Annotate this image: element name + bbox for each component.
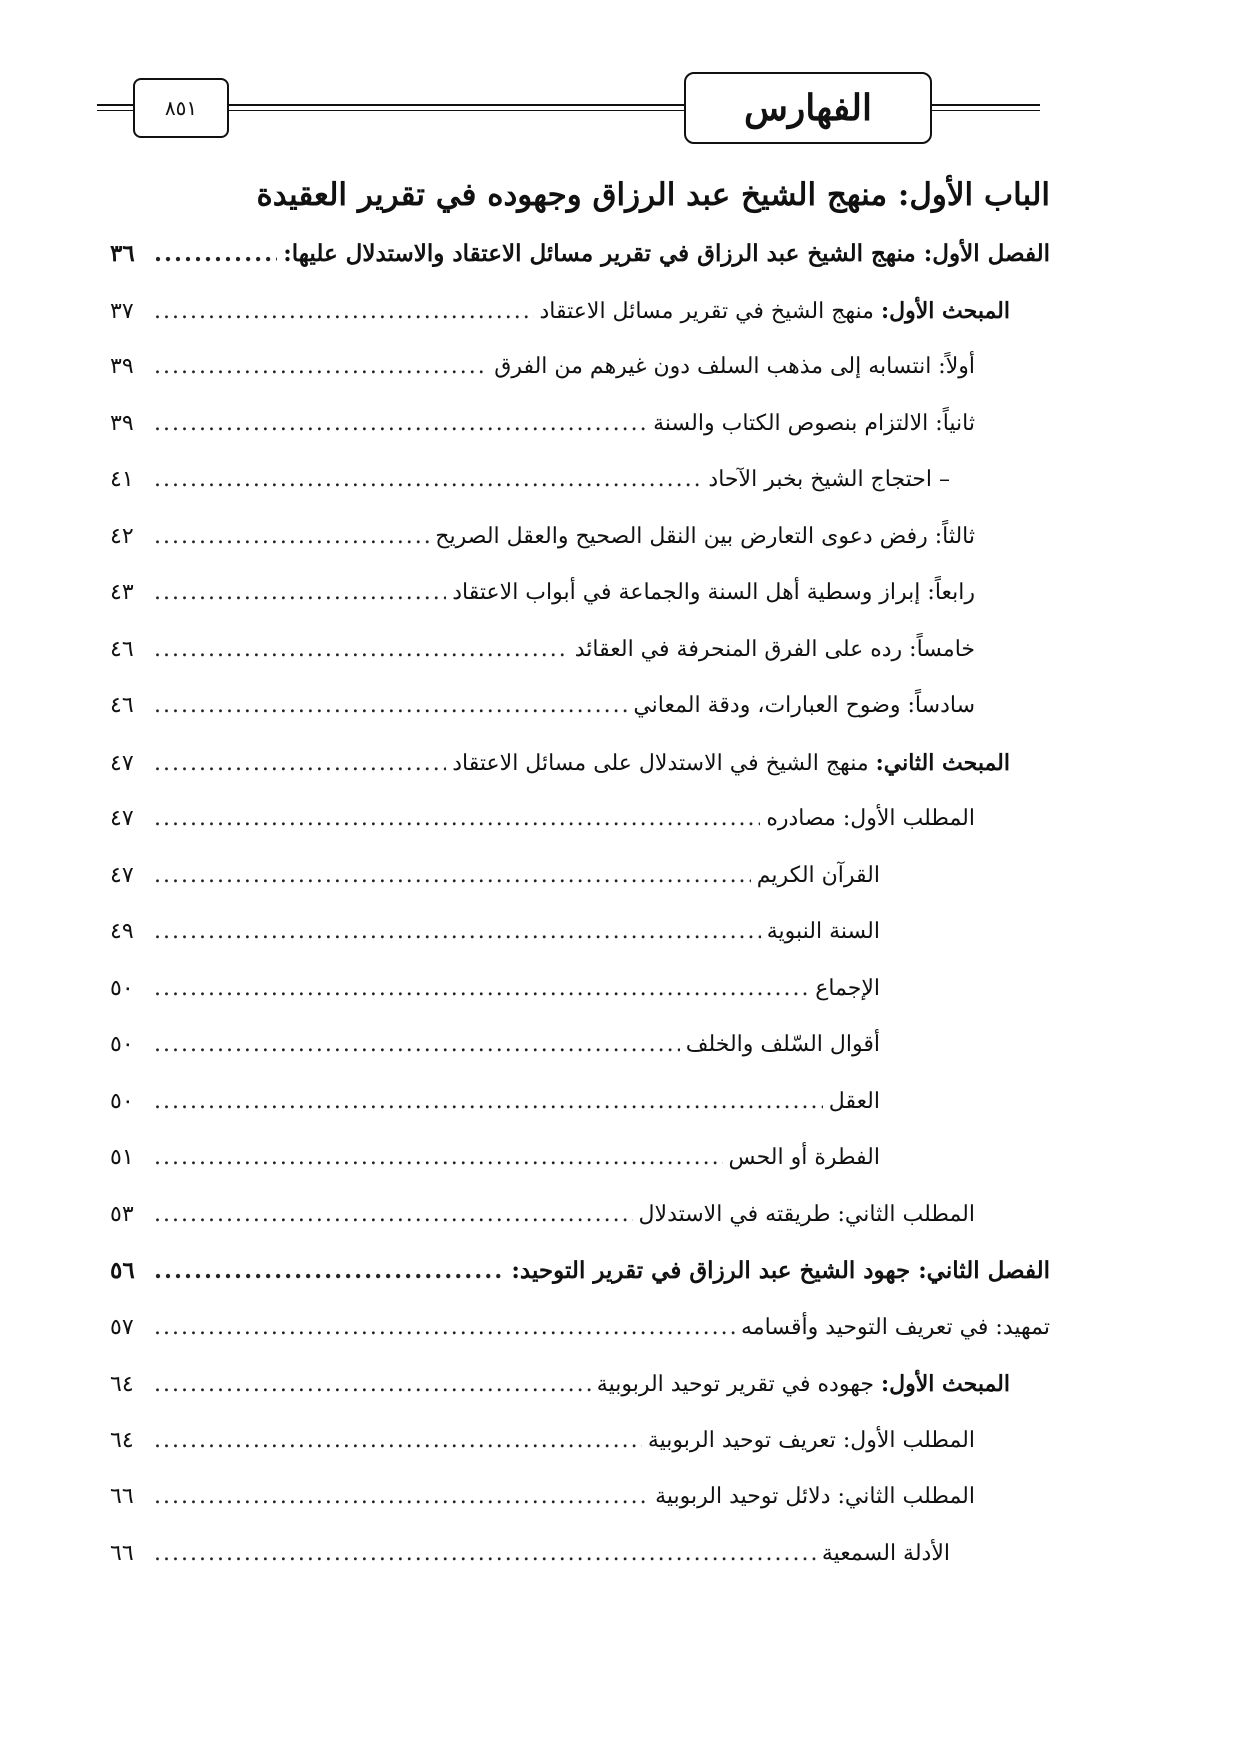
toc-leader-dots	[154, 226, 277, 283]
toc-entry-page: ٦٤	[110, 1427, 134, 1453]
toc-entry-label	[766, 791, 975, 848]
toc-entry-text: رابعاً: إبراز وسطية أهل السنة والجماعة في أبواب الاعتقاد	[452, 580, 975, 605]
toc-entry	[110, 283, 1050, 340]
toc-entry-label	[540, 283, 1011, 341]
toc-entry-label	[741, 1300, 1050, 1357]
toc-leader-dots	[154, 565, 446, 622]
toc-entry	[110, 1187, 1050, 1244]
page-number-box	[133, 78, 229, 138]
toc-leader-dots	[154, 622, 569, 679]
toc-entry	[110, 1243, 1050, 1300]
toc-entry-text: الإجماع	[815, 975, 880, 1001]
toc-entry-label	[822, 1526, 950, 1583]
toc-entry-label	[633, 678, 975, 735]
toc-entry-label	[639, 1187, 975, 1244]
toc-entry-prefix: المبحث الثاني:	[875, 749, 1010, 776]
toc-entry-page: ٤٧	[110, 862, 134, 888]
header-rule-right-top	[928, 104, 1040, 106]
toc-entry	[110, 848, 1050, 905]
toc-entry-prefix: المبحث الأول:	[880, 1371, 1010, 1397]
toc-leader-dots	[154, 1130, 723, 1187]
toc-entry-page: ٥٦	[110, 1257, 135, 1284]
header-rule-right-bottom	[928, 110, 1040, 111]
toc-entry-text: الفطرة أو الحس	[728, 1145, 880, 1170]
toc-entry-page: ٣٦	[110, 240, 135, 267]
toc-entry-page: ٣٩	[110, 354, 134, 379]
toc-entry-label	[575, 622, 975, 679]
toc-entry-label	[452, 735, 1010, 793]
toc-leader-dots	[154, 1187, 633, 1244]
section-title-box	[684, 72, 932, 144]
toc-entry-page: ٣٩	[110, 410, 134, 436]
toc-entry	[110, 1017, 1050, 1074]
toc-entry-label	[494, 339, 975, 396]
toc-leader-dots	[154, 1300, 735, 1357]
toc-entry-label	[767, 904, 880, 961]
toc-leader-dots	[154, 1074, 823, 1131]
toc-entries	[110, 226, 1050, 1582]
toc-entry-text: جهود الشيخ عبد الرزاق في تقرير التوحيد:	[511, 1257, 919, 1284]
toc-entry-text: المطلب الثاني: دلائل توحيد الربوبية	[655, 1484, 975, 1509]
toc-entry-page: ٥٠	[110, 1088, 134, 1114]
toc-entry-text: – احتجاج الشيخ بخبر الآحاد	[708, 467, 950, 492]
header-rule-middle-top	[225, 104, 684, 106]
toc-entry	[110, 1413, 1050, 1470]
page-header	[0, 0, 1240, 150]
toc-leader-dots	[154, 284, 534, 341]
toc-entry	[110, 452, 1050, 509]
toc-entry-page: ٥٣	[110, 1201, 134, 1227]
toc-entry-label	[452, 565, 975, 622]
toc-entry-text: جهوده في تقرير توحيد الربوبية	[596, 1372, 881, 1397]
toc-leader-dots	[154, 339, 488, 396]
toc-entry	[110, 226, 1050, 283]
toc-leader-dots	[154, 1357, 591, 1414]
toc-entry	[110, 678, 1050, 735]
toc-entry-text: الأدلة السمعية	[821, 1540, 950, 1566]
toc-leader-dots	[154, 452, 702, 509]
toc-entry-page: ٦٦	[110, 1484, 134, 1509]
toc-entry-text: أقوال السّلف والخلف	[685, 1032, 880, 1057]
toc-entry-label	[757, 848, 880, 905]
toc-entry-text: خامساً: رده على الفرق المنحرفة في العقائد	[574, 636, 975, 662]
toc-leader-dots	[154, 791, 760, 848]
toc-entry	[110, 509, 1050, 566]
toc-leader-dots	[154, 1017, 680, 1074]
header-rule-left-bottom	[97, 110, 133, 111]
toc-entry	[110, 622, 1050, 679]
toc-entry-text: المطلب الثاني: طريقته في الاستدلال	[638, 1201, 975, 1227]
toc-entry-label	[708, 452, 950, 509]
toc-leader-dots	[154, 396, 647, 453]
toc-entry-label	[729, 1130, 880, 1187]
toc-entry-page: ٤٧	[110, 806, 134, 831]
toc-entry-text: ثانياً: الالتزام بنصوص الكتاب والسنة	[653, 410, 975, 436]
toc-entry-text: منهج الشيخ في الاستدلال على مسائل الاعتقاد	[452, 750, 876, 776]
toc-entry	[110, 396, 1050, 453]
toc-entry	[110, 1074, 1050, 1131]
toc-entry-text: ثالثاً: رفض دعوى التعارض بين النقل الصحيح والعقل الصريح	[435, 523, 975, 549]
toc-entry-label	[829, 1074, 880, 1131]
toc-entry-page: ٥٠	[110, 1032, 134, 1057]
toc-entry	[110, 565, 1050, 622]
toc-entry-text: العقل	[828, 1088, 880, 1114]
toc-entry-page: ٥٧	[110, 1314, 134, 1340]
toc-leader-dots	[154, 848, 751, 905]
toc-leader-dots	[154, 509, 429, 566]
toc-leader-dots	[154, 1469, 649, 1526]
toc-entry-page: ٤٩	[110, 919, 134, 944]
toc-entry-page: ٤٧	[110, 750, 134, 776]
table-of-contents	[110, 164, 1050, 1582]
toc-entry-text: منهج الشيخ في تقرير مسائل الاعتقاد	[539, 298, 881, 324]
toc-leader-dots	[154, 736, 446, 793]
toc-entry-text: السنة النبوية	[766, 919, 880, 944]
toc-leader-dots	[154, 961, 809, 1018]
toc-entry-page: ٣٧	[110, 298, 134, 324]
toc-entry-prefix: الفصل الأول:	[923, 240, 1050, 267]
toc-leader-dots	[154, 1243, 505, 1300]
toc-entry-page: ٦٤	[110, 1372, 134, 1397]
toc-entry-label	[815, 961, 880, 1018]
toc-entry	[110, 1526, 1050, 1583]
toc-entry	[110, 339, 1050, 396]
toc-entry-text: تمهيد: في تعريف التوحيد وأقسامه	[741, 1314, 1050, 1340]
toc-entry-page: ٥١	[110, 1145, 134, 1170]
toc-entry	[110, 735, 1050, 792]
toc-entry-prefix: المبحث الأول:	[880, 297, 1010, 324]
toc-entry-page: ٥٠	[110, 975, 134, 1001]
toc-entry-text: منهج الشيخ عبد الرزاق في تقرير مسائل الاعتقاد والاستدلال عليها:	[283, 240, 924, 267]
toc-entry-text: أولاً: انتسابه إلى مذهب السلف دون غيرهم من الفرق	[494, 354, 975, 379]
toc-entry	[110, 791, 1050, 848]
toc-leader-dots	[154, 678, 627, 735]
toc-entry	[110, 1300, 1050, 1357]
toc-leader-dots	[154, 1413, 642, 1470]
toc-entry-text: المطلب الأول: مصادره	[766, 806, 975, 831]
toc-entry	[110, 1130, 1050, 1187]
page-number: ٨٥١	[164, 96, 198, 120]
toc-entry	[110, 1356, 1050, 1413]
header-rule-left-top	[97, 104, 133, 106]
toc-entry-text: القرآن الكريم	[756, 862, 880, 888]
toc-entry-label	[653, 396, 975, 453]
toc-entry-text: سادساً: وضوح العبارات، ودقة المعاني	[633, 693, 975, 718]
toc-entry-page: ٤٢	[110, 523, 134, 549]
toc-entry-page: ٦٦	[110, 1540, 134, 1566]
toc-entry-label	[597, 1356, 1010, 1414]
toc-entry	[110, 904, 1050, 961]
header-rule-middle-bottom	[225, 110, 684, 111]
toc-entry-page: ٤٦	[110, 636, 134, 662]
toc-entry-label	[648, 1413, 975, 1470]
section-title: الفهارس	[743, 87, 873, 129]
toc-entry-page: ٤٣	[110, 580, 134, 605]
toc-entry-label	[283, 226, 1050, 283]
toc-entry-text: المطلب الأول: تعريف توحيد الربوبية	[647, 1427, 975, 1453]
toc-entry-label	[435, 509, 975, 566]
toc-entry-page: ٤١	[110, 467, 134, 492]
toc-entry	[110, 961, 1050, 1018]
toc-entry-label	[686, 1017, 880, 1074]
toc-leader-dots	[154, 904, 761, 961]
toc-leader-dots	[154, 1526, 816, 1583]
toc-entry-prefix: الفصل الثاني:	[918, 1257, 1050, 1284]
toc-entry-label	[511, 1243, 1050, 1300]
toc-entry-label	[655, 1469, 975, 1526]
part-title: الباب الأول: منهج الشيخ عبد الرزاق وجهوده في تقرير العقيدة	[256, 177, 1050, 213]
toc-entry-page: ٤٦	[110, 693, 134, 718]
toc-entry	[110, 1469, 1050, 1526]
